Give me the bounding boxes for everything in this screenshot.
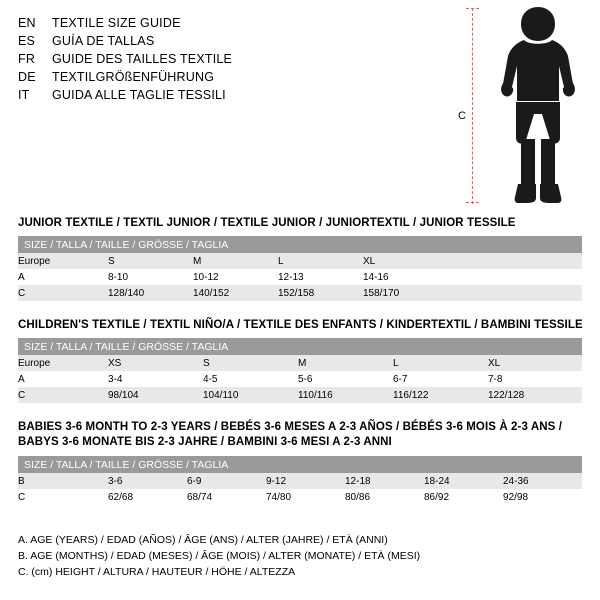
- language-text-fr: GUIDE DES TAILLES TEXTILE: [52, 52, 233, 66]
- cell-value: 68/74: [187, 489, 266, 505]
- cell-value: 152/158: [278, 285, 363, 301]
- cell-value: 86/92: [424, 489, 503, 505]
- section-title-babies-line1: BABIES 3-6 MONTH TO 2-3 YEARS / BEBÉS 3-6 MESES A 2-3 AÑOS / BÉBÉS 3-6 MOIS À 2-3 ANS /: [18, 421, 562, 433]
- cell-value: 4-5: [203, 371, 298, 387]
- table-junior: [18, 236, 582, 301]
- language-code-fr: FR: [18, 52, 36, 66]
- table-babies-size-header-row: [18, 456, 582, 473]
- section-title-babies-line2: BABYS 3-6 MONATE BIS 2-3 JAHRE / BAMBINI 3-6 MESI A 2-3 ANNI: [18, 436, 392, 448]
- cell-value: 122/128: [488, 387, 582, 403]
- language-text-de: TEXTILGRÖßENFÜHRUNG: [52, 70, 215, 84]
- cell-value: 158/170: [363, 285, 582, 301]
- row-label-c: C: [18, 285, 108, 301]
- language-text-it: GUIDA ALLE TAGLIE TESSILI: [52, 88, 226, 102]
- language-row-es: [18, 32, 348, 50]
- table-row: [18, 269, 582, 285]
- cell-value: XS: [108, 355, 203, 371]
- cell-value: 92/98: [503, 489, 582, 505]
- cell-value: 5-6: [298, 371, 393, 387]
- cell-value: 10-12: [193, 269, 278, 285]
- table-children-size-header-row: [18, 338, 582, 355]
- language-text-es: GUÍA DE TALLAS: [52, 34, 155, 48]
- cell-value: XL: [488, 355, 582, 371]
- table-junior-size-header: SIZE / TALLA / TAILLE / GRÖSSE / TAGLIA: [18, 236, 582, 253]
- measure-tick-top: [466, 8, 479, 9]
- legend-line-c: C. (cm) HEIGHT / ALTURA / HAUTEUR / HÖHE / ALTEZZA: [18, 566, 296, 578]
- row-label-a: A: [18, 269, 108, 285]
- cell-value: 7-8: [488, 371, 582, 387]
- cell-value: 140/152: [193, 285, 278, 301]
- language-code-de: DE: [18, 70, 36, 84]
- cell-value: S: [108, 253, 193, 269]
- row-label-europe: Europe: [18, 355, 108, 371]
- legend-line-b: B. AGE (MONTHS) / EDAD (MESES) / ÂGE (MOIS) / ALTER (MONATE) / ETÀ (MESI): [18, 550, 421, 562]
- cell-value: XL: [363, 253, 582, 269]
- table-row: [18, 387, 582, 403]
- table-babies: [18, 456, 582, 505]
- cell-value: S: [203, 355, 298, 371]
- cell-value: 74/80: [266, 489, 345, 505]
- toddler-silhouette-icon: [488, 6, 588, 206]
- language-row-en: [18, 14, 348, 32]
- language-row-it: [18, 86, 348, 104]
- row-label-c: C: [18, 489, 108, 505]
- row-label-c: C: [18, 387, 108, 403]
- table-row: [18, 355, 582, 371]
- cell-value: 12-13: [278, 269, 363, 285]
- language-row-de: [18, 68, 348, 86]
- height-measure-figure: [430, 6, 590, 206]
- language-text-en: TEXTILE SIZE GUIDE: [52, 16, 181, 30]
- language-row-fr: [18, 50, 348, 68]
- cell-value: 8-10: [108, 269, 193, 285]
- cell-value: M: [298, 355, 393, 371]
- cell-value: 98/104: [108, 387, 203, 403]
- cell-value: 14-16: [363, 269, 582, 285]
- cell-value: L: [278, 253, 363, 269]
- table-babies-size-header: SIZE / TALLA / TAILLE / GRÖSSE / TAGLIA: [18, 456, 582, 473]
- cell-value: 104/110: [203, 387, 298, 403]
- language-header-block: [18, 14, 348, 104]
- table-children: [18, 338, 582, 403]
- cell-value: 24-36: [503, 473, 582, 489]
- measure-label-c: C: [458, 110, 466, 122]
- cell-value: M: [193, 253, 278, 269]
- table-row: [18, 285, 582, 301]
- cell-value: 62/68: [108, 489, 187, 505]
- legend-block: [18, 532, 582, 580]
- measure-tick-bottom: [466, 202, 479, 203]
- language-code-es: ES: [18, 34, 36, 48]
- cell-value: 116/122: [393, 387, 488, 403]
- cell-value: 128/140: [108, 285, 193, 301]
- cell-value: 12-18: [345, 473, 424, 489]
- measure-dashed-line: [472, 8, 473, 204]
- table-row: [18, 489, 582, 505]
- table-row: [18, 253, 582, 269]
- cell-value: 110/116: [298, 387, 393, 403]
- language-code-it: IT: [18, 88, 30, 102]
- cell-value: 3-6: [108, 473, 187, 489]
- row-label-b: B: [18, 473, 108, 489]
- cell-value: 6-7: [393, 371, 488, 387]
- legend-line-a: A. AGE (YEARS) / EDAD (AÑOS) / ÂGE (ANS) / ALTER (JAHRE) / ETÀ (ANNI): [18, 534, 388, 546]
- cell-value: 18-24: [424, 473, 503, 489]
- table-children-size-header: SIZE / TALLA / TAILLE / GRÖSSE / TAGLIA: [18, 338, 582, 355]
- section-title-junior: JUNIOR TEXTILE / TEXTIL JUNIOR / TEXTILE JUNIOR / JUNIORTEXTIL / JUNIOR TESSILE: [18, 217, 516, 229]
- row-label-europe: Europe: [18, 253, 108, 269]
- row-label-a: A: [18, 371, 108, 387]
- cell-value: L: [393, 355, 488, 371]
- table-row: [18, 371, 582, 387]
- cell-value: 3-4: [108, 371, 203, 387]
- cell-value: 6-9: [187, 473, 266, 489]
- language-code-en: EN: [18, 16, 36, 30]
- cell-value: 9-12: [266, 473, 345, 489]
- table-junior-size-header-row: [18, 236, 582, 253]
- cell-value: 80/86: [345, 489, 424, 505]
- section-title-children: CHILDREN'S TEXTILE / TEXTIL NIÑO/A / TEXTILE DES ENFANTS / KINDERTEXTIL / BAMBINI TESSILE: [18, 319, 583, 331]
- table-row: [18, 473, 582, 489]
